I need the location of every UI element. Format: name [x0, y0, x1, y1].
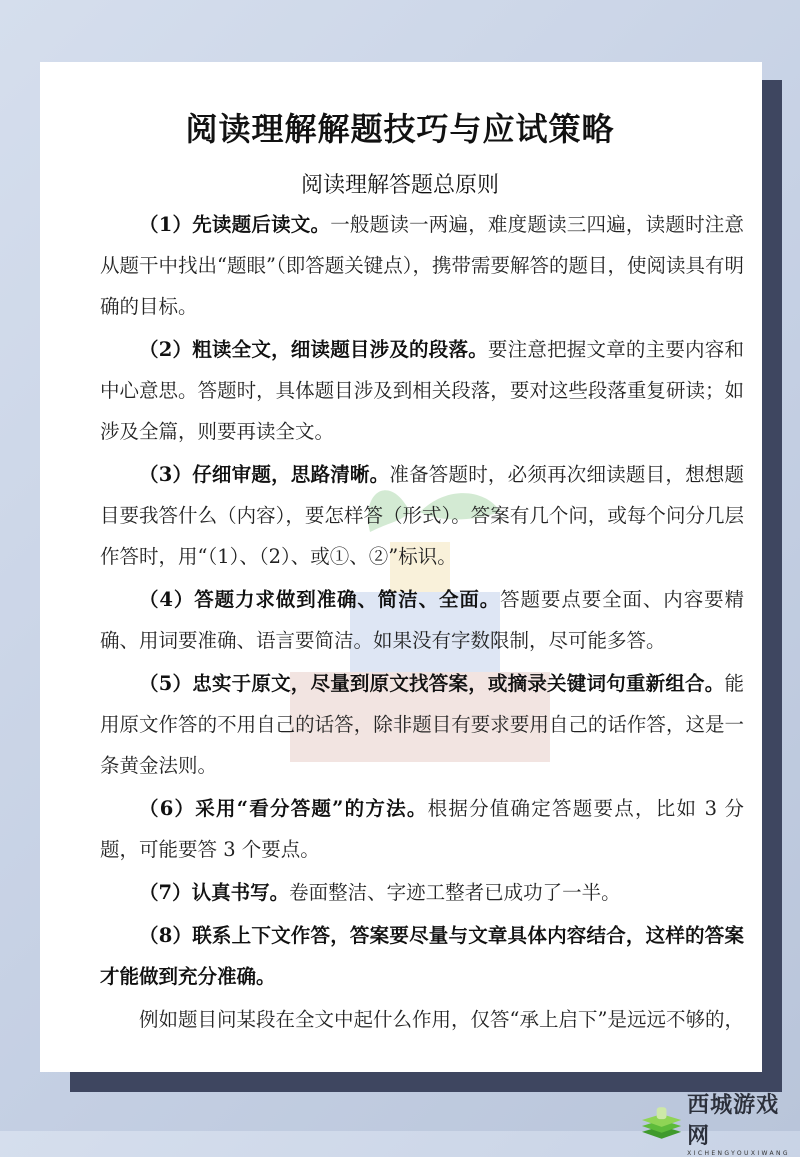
document-body [100, 204, 744, 1042]
paragraph-9 [100, 999, 744, 1040]
paragraph-lead: （8）联系上下文作答，答案要尽量与文章具体内容结合，这样的答案才能做到充分准确。 [100, 924, 744, 988]
logo-name-cn: 西城游戏网 [687, 1093, 780, 1149]
logo-name-en: XICHENGYOUXIWANG [687, 1150, 790, 1157]
paragraph-7 [100, 872, 744, 913]
paragraph-5 [100, 663, 744, 786]
paragraph-text: 一般题读一两遍，难度题读三四遍，读题时注意从题干中找出“题眼”（即答题关键点），携带需要解答的题目，使阅读具有明确的目标。 [100, 213, 744, 318]
paragraph-6 [100, 788, 744, 870]
paragraph-lead: （7）认真书写。 [139, 881, 290, 904]
leaf-layers-icon [640, 1106, 683, 1140]
paragraph-lead: （3）仔细审题，思路清晰。 [139, 463, 390, 486]
paragraph-text: 要注意把握文章的主要内容和中心意思。答题时，具体题目涉及到相关段落，要对这些段落重复研读；如涉及全篇，则要再读全文。 [100, 338, 744, 443]
paragraph-text: 例如题目问某段在全文中起什么作用，仅答“承上启下”是远远不够的， [139, 1008, 744, 1031]
paragraph-text: 卷面整洁、字迹工整者已成功了一半。 [289, 881, 621, 904]
paragraph-1 [100, 204, 744, 327]
paragraph-text: 准备答题时，必须再次细读题目，想想题目要我答什么（内容），要怎样答（形式）。答案有几个问，或每个问分几层作答时，用“（1）、（2）、或①、②”标识。 [100, 463, 744, 568]
paragraph-text: 答题要点要全面、内容要精确、用词要准确、语言要简洁。如果没有字数限制，尽可能多答。 [100, 588, 744, 652]
paragraph-lead: （4）答题力求做到准确、简洁、全面。 [139, 588, 501, 611]
paragraph-8 [100, 915, 744, 997]
paragraph-lead: （1）先读题后读文。 [139, 213, 331, 236]
paragraph-3 [100, 454, 744, 577]
paragraph-text: 能用原文作答的不用自己的话答，除非题目有要求要用自己的话作答，这是一条黄金法则。 [100, 672, 744, 777]
paragraph-lead: （6）采用“看分答题”的方法。 [139, 797, 428, 820]
paragraph-2 [100, 329, 744, 452]
paragraph-lead: （5）忠实于原文，尽量到原文找答案，或摘录关键词句重新组合。 [139, 672, 725, 695]
paragraph-4 [100, 579, 744, 661]
site-logo[interactable] [640, 1088, 800, 1157]
section-subtitle: 阅读理解答题总原则 [300, 173, 499, 198]
page-title: 阅读理解解题技巧与应试策略 [185, 110, 615, 148]
paragraph-text: 根据分值确定答题要点，比如 3 分题，可能要答 3 个要点。 [100, 797, 744, 861]
paragraph-lead: （2）粗读全文，细读题目涉及的段落。 [139, 338, 488, 361]
